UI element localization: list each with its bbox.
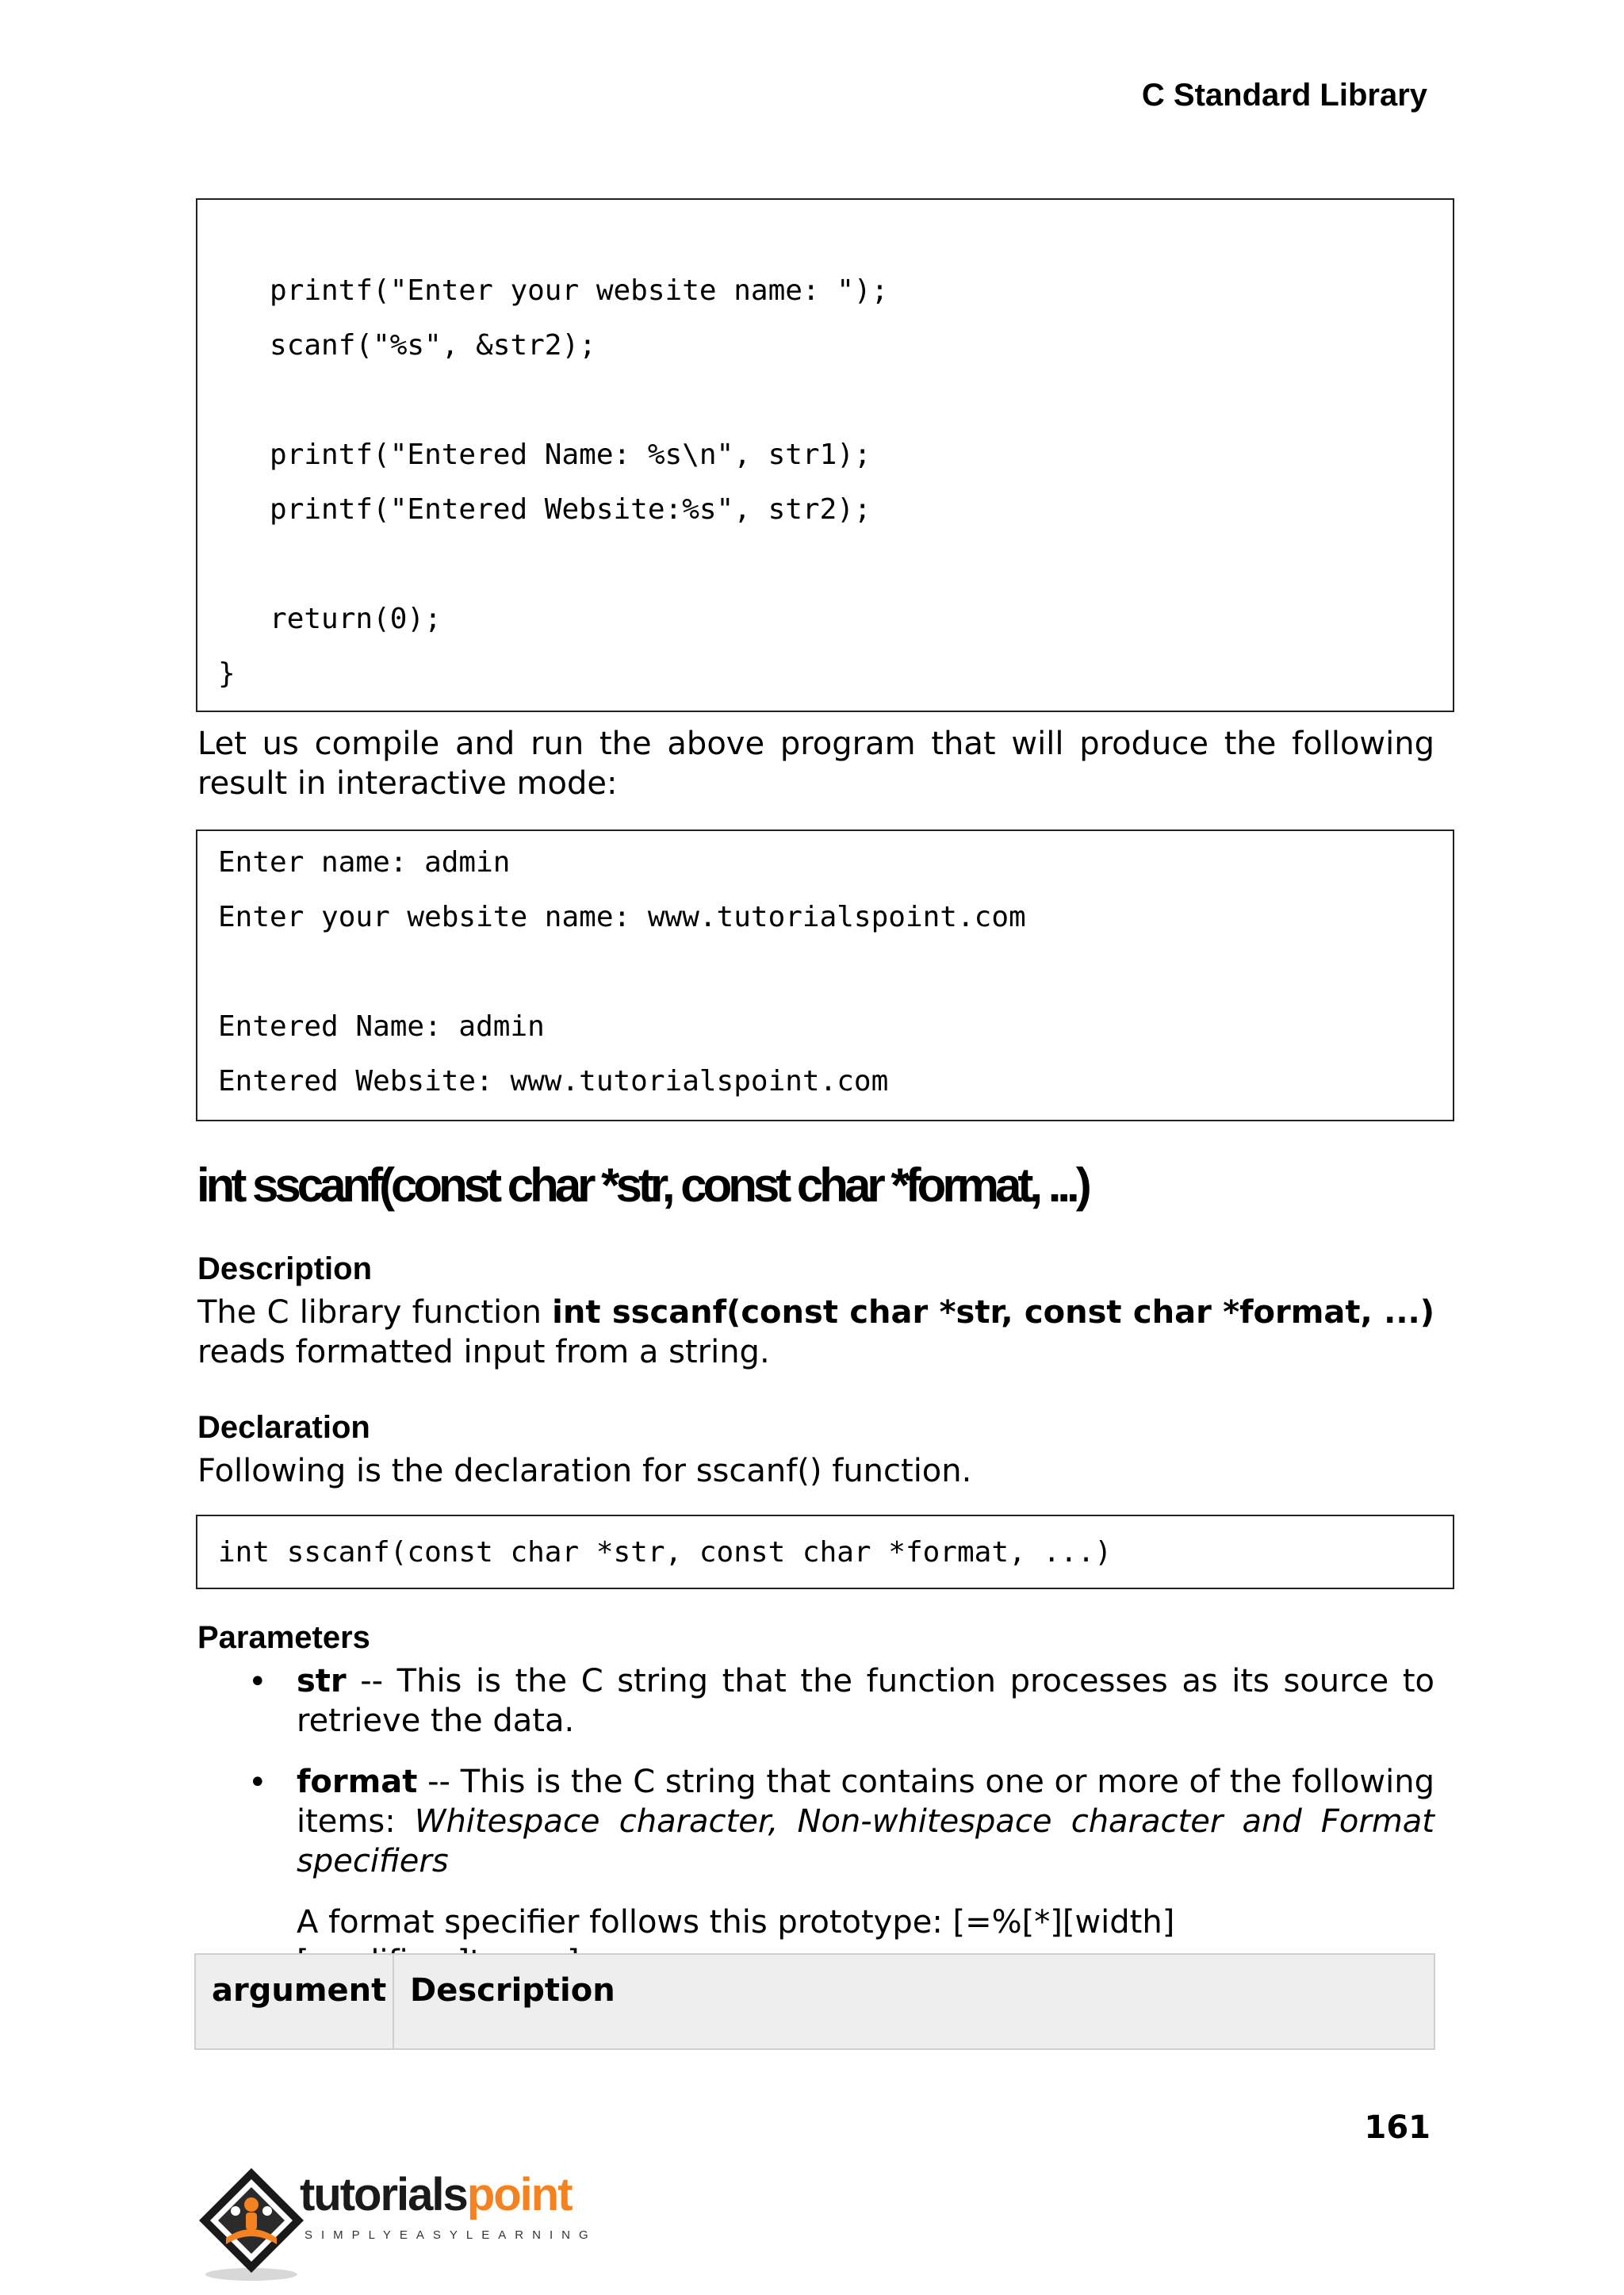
description-heading: Description: [197, 1251, 373, 1286]
logo-word-point: point: [466, 2169, 572, 2220]
intro-paragraph: Let us compile and run the above program that will produce the following result in interactive mode:: [197, 726, 1434, 802]
parameter-items: Whitespace character, Non-whitespace character and Format specifiers: [297, 1803, 1434, 1879]
logo-word-tutorials: tutorials: [300, 2169, 467, 2220]
parameter-format: [297, 1762, 1434, 1881]
parameter-desc: -- This is the C string that the function processes as its source to retrieve the data.: [297, 1663, 1434, 1739]
output-line: Entered Website: www.tutorialspoint.com: [218, 1065, 889, 1098]
declaration-heading: Declaration: [197, 1410, 370, 1445]
running-header: C Standard Library: [1141, 78, 1427, 113]
bullet-icon: •: [248, 1664, 267, 1700]
parameter-term: format: [297, 1764, 418, 1800]
code-line: printf("Entered Website:%s", str2);: [218, 493, 871, 526]
description-paragraph: [197, 1293, 1434, 1372]
output-line: Enter your website name: www.tutorialspoint.com: [218, 901, 1026, 933]
code-block-top: [196, 198, 1454, 712]
prototype-text: A format specifier follows this prototype: [=%[*][width]: [297, 1904, 1175, 1941]
code-line: printf("Entered Name: %s\n", str1);: [218, 439, 871, 471]
parameter-desc: -- This is the C string that contains one or more of the following items:: [297, 1764, 1434, 1840]
output-line: Entered Name: admin: [218, 1010, 545, 1043]
output-line: Enter name: admin: [218, 846, 511, 879]
parameters-heading: Parameters: [197, 1620, 370, 1655]
code-line: printf("Enter your website name: ");: [218, 274, 889, 307]
code-line: }: [218, 657, 236, 690]
format-table: [194, 1953, 1435, 2050]
parameter-term: str: [297, 1663, 347, 1699]
declaration-text: Following is the declaration for sscanf() function.: [197, 1453, 972, 1489]
table-divider: [393, 1955, 394, 2048]
declaration-code: int sscanf(const char *str, const char *format, ...): [218, 1536, 1113, 1569]
parameter-str: [297, 1661, 1434, 1741]
logo-diamond-icon: [196, 2165, 307, 2284]
section-title: int sscanf(const char *str, const char *format, ...): [197, 1159, 1088, 1212]
description-prefix: The C library function: [197, 1294, 553, 1331]
logo-tagline: SIMPLYEASYLEARNING: [304, 2228, 597, 2242]
output-block: [196, 829, 1454, 1121]
table-header-argument: argument: [212, 1972, 387, 2009]
bullet-icon: •: [248, 1764, 267, 1801]
table-header-description: Description: [410, 1972, 615, 2009]
logo-wordmark: [300, 2168, 572, 2221]
declaration-code-block: [196, 1515, 1454, 1589]
code-line: return(0);: [218, 603, 442, 635]
page-number: 161: [1364, 2109, 1431, 2146]
code-line: scanf("%s", &str2);: [218, 329, 596, 362]
description-function: int sscanf(const char *str, const char *format, ...): [552, 1294, 1434, 1331]
description-suffix: reads formatted input from a string.: [197, 1334, 770, 1370]
